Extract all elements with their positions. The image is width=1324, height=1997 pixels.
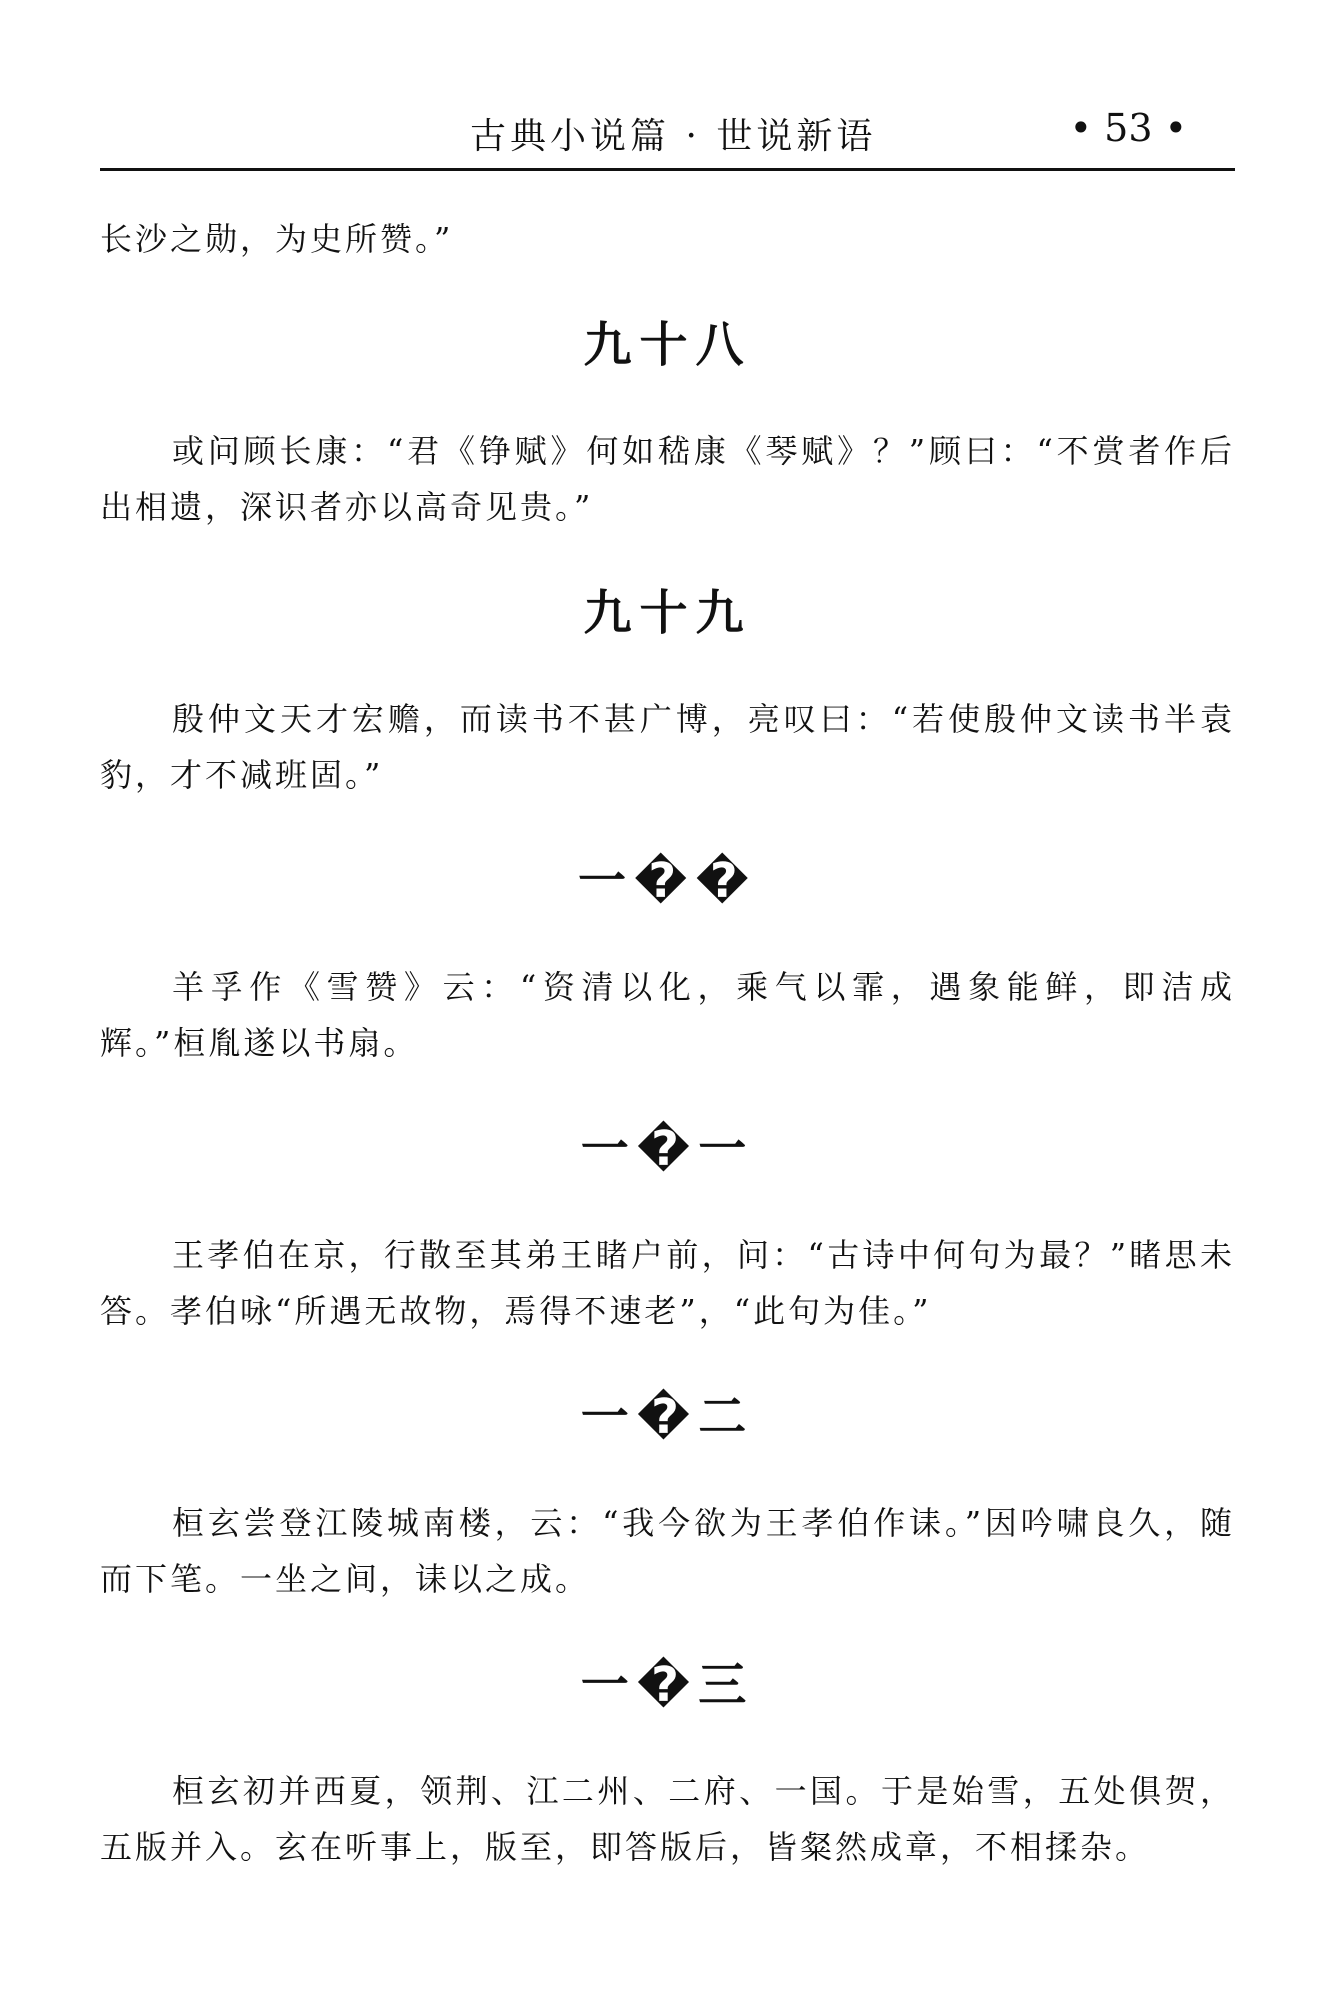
section-paragraph: 羊孚作《雪赞》云：“资清以化，乘气以霏，遇象能鲜，即洁成辉。”桓胤遂以书扇。 [100, 968, 1235, 1062]
section-heading: 一�三 [580, 1657, 755, 1713]
header-rule [100, 168, 1235, 171]
running-title: 古典小说篇 · 世说新语 [470, 116, 877, 157]
section-heading: 一�二 [580, 1389, 755, 1445]
section-heading: 一�一 [580, 1121, 755, 1177]
page-content [100, 211, 1235, 1875]
section-paragraph: 桓玄尝登江陵城南楼，云：“我今欲为王孝伯作诔。”因吟啸良久，随而下笔。一坐之间，诔以之成。 [100, 1504, 1235, 1598]
page-number: • 53 • [1069, 106, 1187, 150]
section-98 [100, 315, 1235, 583]
section-103 [100, 1655, 1235, 1875]
section-102 [100, 1387, 1235, 1655]
section-paragraph: 王孝伯在京，行散至其弟王睹户前，问：“古诗中何句为最？”睹思未答。孝伯咏“所遇无故物，焉得不速老”，“此句为佳。” [100, 1236, 1235, 1330]
section-99 [100, 583, 1235, 851]
section-101 [100, 1119, 1235, 1387]
section-heading: 九十九 [583, 585, 752, 641]
continuation-paragraph: 长沙之勋，为史所赞。” [100, 220, 454, 258]
page-header [100, 98, 1235, 170]
section-heading: 一�� [578, 853, 757, 909]
section-100 [100, 851, 1235, 1119]
section-paragraph: 桓玄初并西夏，领荆、江二州、二府、一国。于是始雪，五处俱贺，五版并入。玄在听事上，版至，即答版后，皆粲然成章，不相揉杂。 [100, 1772, 1235, 1866]
section-heading: 九十八 [583, 317, 752, 373]
section-paragraph: 或问顾长康：“君《铮赋》何如嵇康《琴赋》？”顾曰：“不赏者作后出相遗，深识者亦以高奇见贵。” [100, 432, 1235, 526]
section-paragraph: 殷仲文天才宏赡，而读书不甚广博，亮叹曰：“若使殷仲文读书半袁豹，才不减班固。” [100, 700, 1235, 794]
